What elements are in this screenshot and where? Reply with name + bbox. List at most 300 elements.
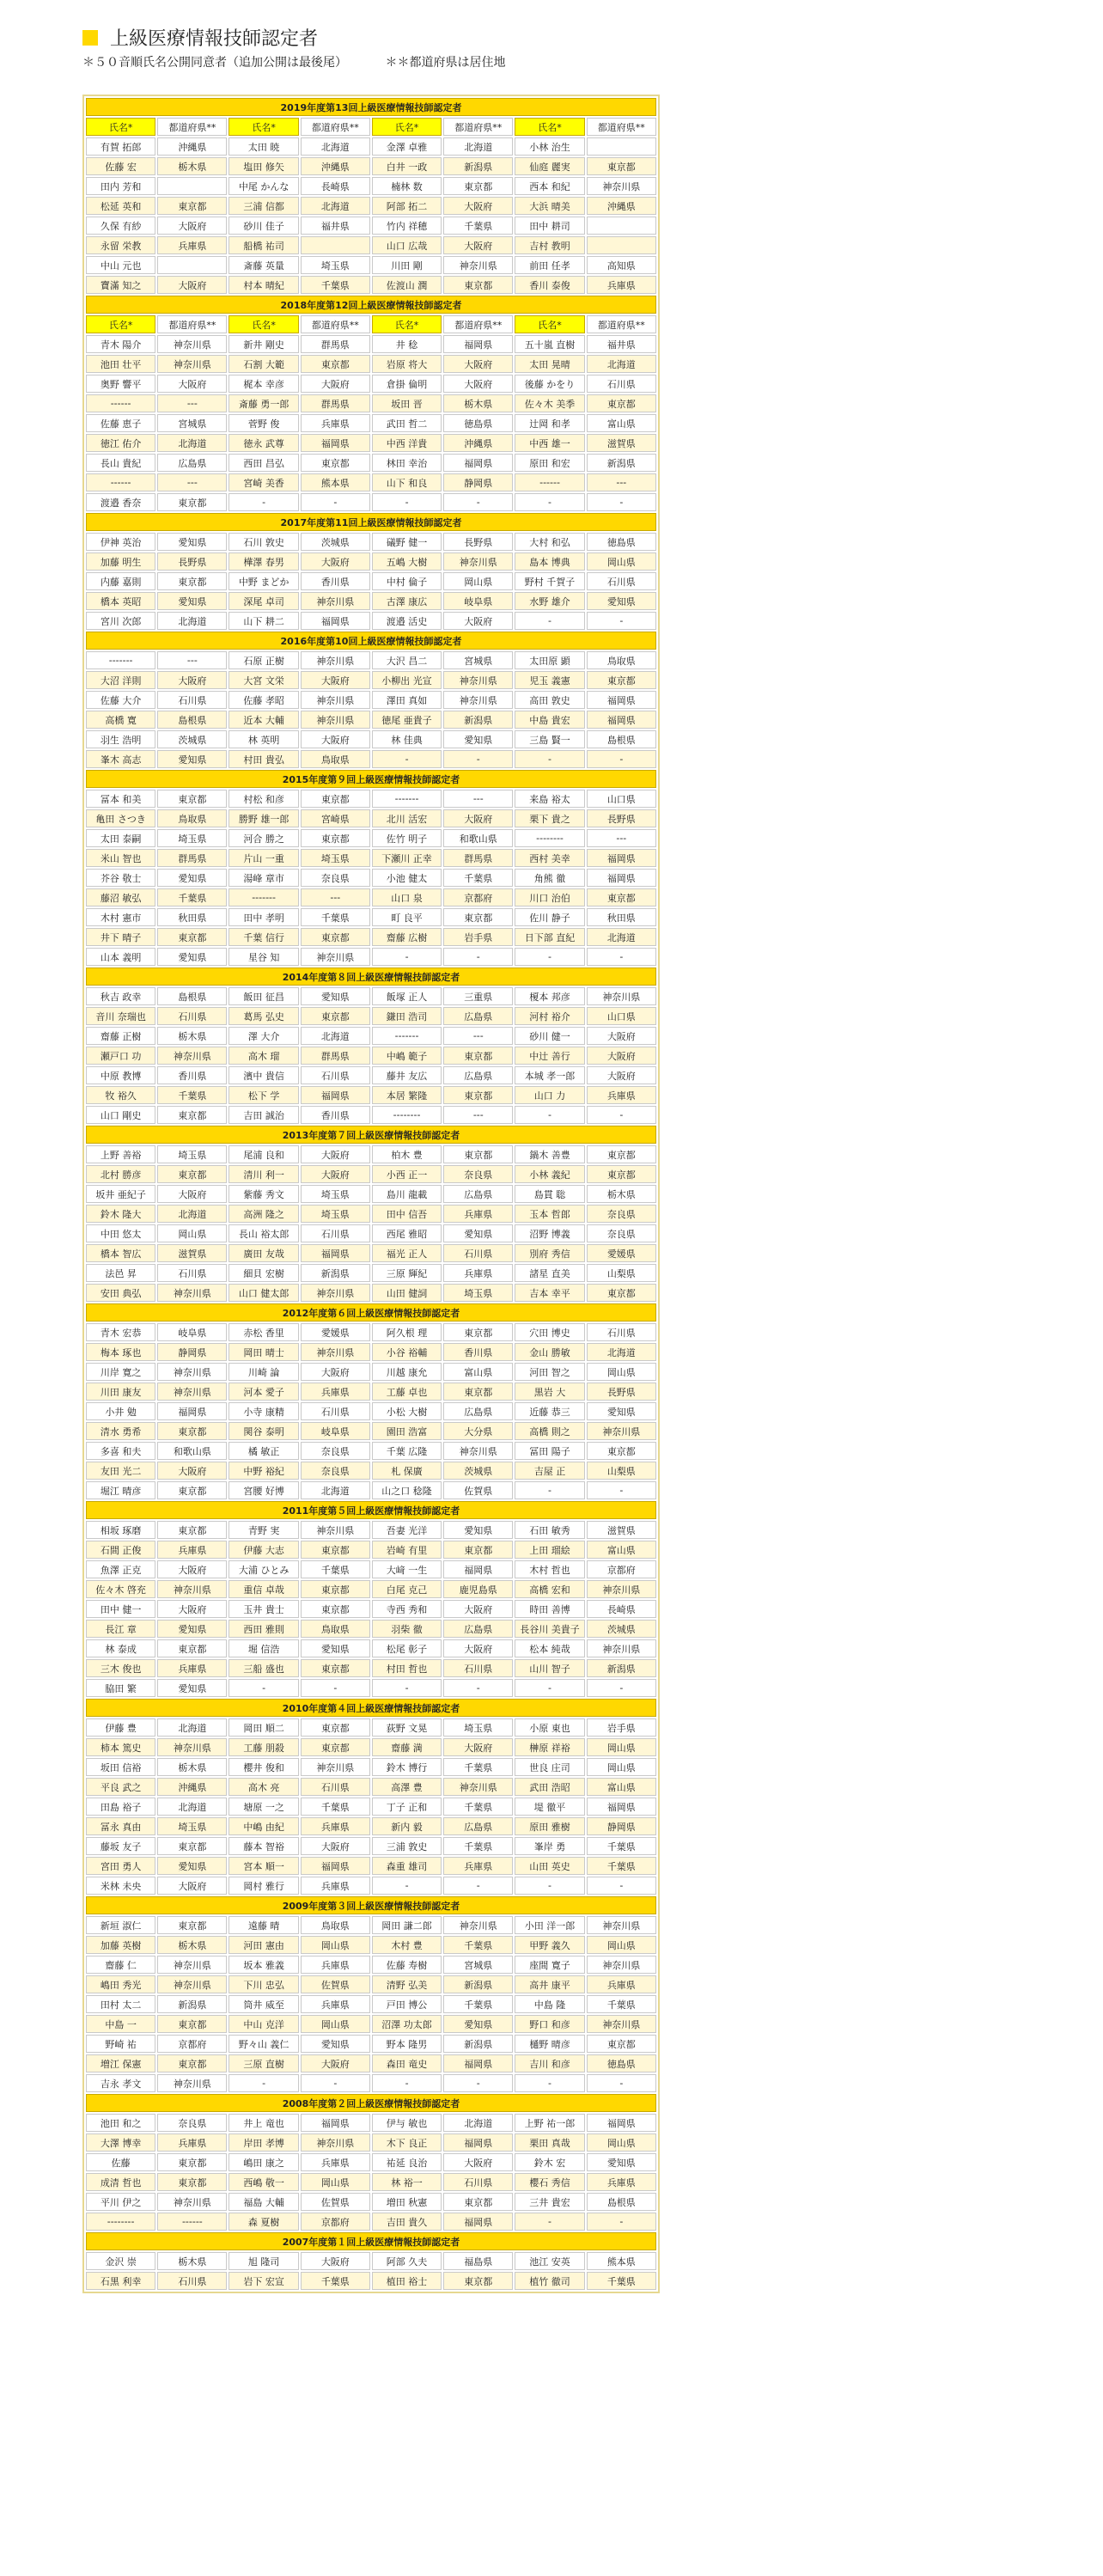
table-row (86, 1718, 656, 1737)
name-cell: 田島 裕子 (86, 1798, 155, 1816)
prefecture-cell: 福岡県 (587, 2114, 656, 2132)
name-cell: 筒井 威至 (229, 1995, 298, 2013)
name-cell: 児玉 義憲 (515, 671, 584, 689)
prefecture-cell: 長野県 (587, 809, 656, 827)
prefecture-cell: 兵庫県 (587, 2173, 656, 2191)
name-cell: 米林 未央 (86, 1877, 155, 1895)
table-row (86, 1363, 656, 1381)
prefecture-cell: 岐阜県 (301, 1422, 370, 1440)
prefecture-cell (587, 236, 656, 254)
prefecture-cell: 大阪府 (157, 375, 227, 393)
table-row (86, 671, 656, 689)
name-cell: 金山 勝敏 (515, 1343, 584, 1361)
name-cell: 黒岩 大 (515, 1383, 584, 1401)
prefecture-cell: 新潟県 (443, 1975, 513, 1993)
prefecture-cell: 千葉県 (301, 1560, 370, 1578)
table-row (86, 1541, 656, 1559)
name-cell: 長谷川 美貴子 (515, 1620, 584, 1638)
name-cell: 三井 貴宏 (515, 2193, 584, 2211)
prefecture-cell: 千葉県 (157, 888, 227, 906)
name-cell: 日下部 直紀 (515, 928, 584, 946)
name-cell: 吾妻 光洋 (372, 1521, 442, 1539)
prefecture-cell: 神奈川県 (157, 1363, 227, 1381)
prefecture-cell: 兵庫県 (301, 1956, 370, 1974)
prefecture-cell: 愛知県 (301, 1639, 370, 1657)
name-cell: 池江 安英 (515, 2252, 584, 2270)
section-header (86, 1303, 656, 1322)
name-cell: 高洲 隆之 (229, 1205, 298, 1223)
table-row (86, 849, 656, 867)
name-cell: 山下 和良 (372, 473, 442, 491)
name-cell: 岩崎 有里 (372, 1541, 442, 1559)
name-cell: 植竹 徹司 (515, 2272, 584, 2290)
name-cell: 伊与 敏也 (372, 2114, 442, 2132)
column-header-name: 氏名* (515, 315, 584, 333)
prefecture-cell: 群馬県 (301, 394, 370, 412)
name-cell: 鎌田 浩司 (372, 1007, 442, 1025)
prefecture-cell: 新潟県 (157, 1995, 227, 2013)
prefecture-cell: 兵庫県 (301, 2153, 370, 2171)
table-row (86, 691, 656, 709)
table-row (86, 1106, 656, 1124)
name-cell: 樋野 晴彦 (515, 2035, 584, 2053)
prefecture-cell: 兵庫県 (443, 1857, 513, 1875)
name-cell: 徳江 佑介 (86, 434, 155, 452)
prefecture-cell: 石川県 (443, 1244, 513, 1262)
prefecture-cell: 大阪府 (301, 1165, 370, 1183)
name-cell: 徳永 武尊 (229, 434, 298, 452)
prefecture-cell: 栃木県 (587, 1185, 656, 1203)
prefecture-cell: 徳島県 (587, 533, 656, 551)
name-cell: 木村 豊 (372, 1936, 442, 1954)
prefecture-cell: 群馬県 (301, 1047, 370, 1065)
name-cell: 太田 暁 (229, 137, 298, 156)
prefecture-cell: 大阪府 (301, 2054, 370, 2072)
name-cell: - (229, 493, 298, 511)
prefecture-cell: 北海道 (301, 197, 370, 215)
name-cell: 成清 哲也 (86, 2173, 155, 2191)
table-row (86, 493, 656, 511)
name-cell: - (372, 750, 442, 768)
certified-table (84, 96, 658, 2292)
prefecture-cell: 鹿児島県 (443, 1580, 513, 1598)
prefecture-cell: 東京都 (157, 1106, 227, 1124)
table-row (86, 1639, 656, 1657)
prefecture-cell: 埼玉県 (443, 1284, 513, 1302)
prefecture-cell: 香川県 (301, 572, 370, 590)
name-cell: 細貝 宏樹 (229, 1264, 298, 1282)
prefecture-cell: 愛知県 (443, 2015, 513, 2033)
prefecture-cell: 山梨県 (587, 1462, 656, 1480)
name-cell: 林 泰成 (86, 1639, 155, 1657)
name-cell: 岡田 晴士 (229, 1343, 298, 1361)
name-cell: 宮田 勇人 (86, 1857, 155, 1875)
prefecture-cell: 神奈川県 (587, 177, 656, 195)
prefecture-cell: 栃木県 (443, 394, 513, 412)
section-header (86, 968, 656, 986)
prefecture-cell: 千葉県 (157, 1086, 227, 1104)
prefecture-cell: 愛知県 (443, 1521, 513, 1539)
prefecture-cell: 大阪府 (443, 2153, 513, 2171)
section-title: 2011年度第５回上級医療情報技師認定者 (86, 1501, 656, 1519)
prefecture-cell: 京都府 (157, 2035, 227, 2053)
prefecture-cell: 宮崎県 (301, 809, 370, 827)
name-cell: 小林 治生 (515, 137, 584, 156)
prefecture-cell: 神奈川県 (157, 2074, 227, 2092)
name-cell: 林 裕一 (372, 2173, 442, 2191)
prefecture-cell: 兵庫県 (587, 276, 656, 294)
prefecture-cell: 愛知県 (301, 987, 370, 1005)
prefecture-cell: 京都府 (301, 2213, 370, 2231)
prefecture-cell: 北海道 (157, 434, 227, 452)
prefecture-cell: 石川県 (157, 691, 227, 709)
prefecture-cell: 神奈川県 (587, 987, 656, 1005)
section-header (86, 1896, 656, 1914)
section-title: 2018年度第12回上級医療情報技師認定者 (86, 296, 656, 314)
name-cell: 伊藤 大志 (229, 1541, 298, 1559)
prefecture-cell: 神奈川県 (443, 1442, 513, 1460)
name-cell: 石原 正樹 (229, 651, 298, 669)
prefecture-cell: 東京都 (301, 355, 370, 373)
prefecture-cell: 広島県 (443, 1185, 513, 1203)
table-row (86, 2213, 656, 2231)
name-cell: 中島 隆 (515, 1995, 584, 2013)
name-cell: 中嶋 範子 (372, 1047, 442, 1065)
prefecture-cell: 岡山県 (587, 552, 656, 571)
name-cell: 札 保廣 (372, 1462, 442, 1480)
table-row (86, 2114, 656, 2132)
table-row (86, 1422, 656, 1440)
prefecture-cell: 長野県 (157, 552, 227, 571)
column-header-prefecture: 都道府県** (301, 118, 370, 136)
name-cell: 藤井 友広 (372, 1066, 442, 1084)
prefecture-cell: 大阪府 (301, 1145, 370, 1163)
table-row (86, 1659, 656, 1677)
prefecture-cell: 東京都 (443, 2193, 513, 2211)
prefecture-cell: 埼玉県 (443, 1718, 513, 1737)
name-cell: 山口 健太郎 (229, 1284, 298, 1302)
prefecture-cell: 広島県 (443, 1817, 513, 1835)
name-cell: -------- (86, 2213, 155, 2231)
prefecture-cell: 北海道 (157, 612, 227, 630)
name-cell: 星谷 知 (229, 948, 298, 966)
name-cell: 佐々木 啓充 (86, 1580, 155, 1598)
prefecture-cell: --- (157, 473, 227, 491)
prefecture-cell: 栃木県 (157, 1027, 227, 1045)
prefecture-cell: 東京都 (157, 1837, 227, 1855)
name-cell: 山之口 稔隆 (372, 1481, 442, 1499)
name-cell: - (515, 2074, 584, 2092)
name-cell: 大浦 ひとみ (229, 1560, 298, 1578)
name-cell: 冨田 陽子 (515, 1442, 584, 1460)
prefecture-cell: 大阪府 (443, 809, 513, 827)
table-row (86, 375, 656, 393)
name-cell: 吉川 和彦 (515, 2054, 584, 2072)
name-cell: 来島 裕太 (515, 790, 584, 808)
table-row (86, 928, 656, 946)
prefecture-cell: 大阪府 (157, 217, 227, 235)
prefecture-cell: 島根県 (587, 730, 656, 748)
name-cell: 中辻 善行 (515, 1047, 584, 1065)
name-cell: 芥谷 敬士 (86, 869, 155, 887)
name-cell: 野村 千賀子 (515, 572, 584, 590)
prefecture-cell: 神奈川県 (157, 1383, 227, 1401)
prefecture-cell: 東京都 (157, 1481, 227, 1499)
prefecture-cell: 東京都 (587, 2035, 656, 2053)
name-cell: 戸田 博公 (372, 1995, 442, 2013)
prefecture-cell: 大阪府 (157, 1560, 227, 1578)
name-cell: 近本 大輔 (229, 711, 298, 729)
name-cell: 野口 和彦 (515, 2015, 584, 2033)
section-title: 2016年度第10回上級医療情報技師認定者 (86, 632, 656, 650)
name-cell: 音川 奈瑞也 (86, 1007, 155, 1025)
prefecture-cell: - (587, 612, 656, 630)
prefecture-cell: - (301, 1679, 370, 1697)
prefecture-cell: 東京都 (443, 1323, 513, 1341)
prefecture-cell: 愛知県 (443, 1224, 513, 1242)
name-cell: 吉本 幸平 (515, 1284, 584, 1302)
name-cell: 山口 力 (515, 1086, 584, 1104)
prefecture-cell: 神奈川県 (157, 335, 227, 353)
name-cell: 高橋 則之 (515, 1422, 584, 1440)
prefecture-cell: 東京都 (587, 888, 656, 906)
table-row (86, 1758, 656, 1776)
prefecture-cell: 東京都 (443, 2272, 513, 2290)
table-row (86, 2252, 656, 2270)
name-cell: 本居 繁隆 (372, 1086, 442, 1104)
section-title: 2007年度第１回上級医療情報技師認定者 (86, 2232, 656, 2250)
name-cell: 村本 晴紀 (229, 276, 298, 294)
prefecture-cell: 東京都 (301, 1738, 370, 1756)
prefecture-cell: 岡山県 (443, 572, 513, 590)
prefecture-cell: 東京都 (587, 157, 656, 175)
name-cell: 山口 泉 (372, 888, 442, 906)
name-cell: 湯峰 章市 (229, 869, 298, 887)
prefecture-cell: 東京都 (587, 671, 656, 689)
prefecture-cell: 新潟県 (443, 711, 513, 729)
section-title: 2015年度第９回上級医療情報技師認定者 (86, 770, 656, 788)
name-cell: 松尾 彰子 (372, 1639, 442, 1657)
prefecture-cell: 福岡県 (587, 1798, 656, 1816)
name-cell: ------ (86, 473, 155, 491)
prefecture-cell: 北海道 (157, 1798, 227, 1816)
prefecture-cell: 福岡県 (443, 454, 513, 472)
column-header-prefecture: 都道府県** (587, 118, 656, 136)
table-row (86, 1936, 656, 1954)
name-cell: -------- (515, 829, 584, 847)
column-header-name: 氏名* (515, 118, 584, 136)
table-row (86, 1975, 656, 1993)
name-cell: 楠林 数 (372, 177, 442, 195)
name-cell: 鈴木 博行 (372, 1758, 442, 1776)
prefecture-cell: 埼玉県 (157, 829, 227, 847)
prefecture-cell: 佐賀県 (301, 1975, 370, 1993)
name-cell: - (515, 493, 584, 511)
name-cell: 野崎 祐 (86, 2035, 155, 2053)
name-cell: 徳尾 亜貴子 (372, 711, 442, 729)
table-row (86, 236, 656, 254)
table-row (86, 1877, 656, 1895)
name-cell: 高木 瑠 (229, 1047, 298, 1065)
prefecture-cell: 石川県 (443, 1659, 513, 1677)
prefecture-cell: 和歌山県 (443, 829, 513, 847)
column-header-prefecture: 都道府県** (157, 315, 227, 333)
prefecture-cell: 鳥取県 (301, 1620, 370, 1638)
prefecture-cell: 福岡県 (443, 335, 513, 353)
name-cell: 大澤 博幸 (86, 2133, 155, 2152)
table-row (86, 1244, 656, 1262)
prefecture-cell: 石川県 (301, 1402, 370, 1420)
table-row (86, 1264, 656, 1282)
name-cell: 村田 哲也 (372, 1659, 442, 1677)
name-cell: 島貫 聡 (515, 1185, 584, 1203)
prefecture-cell: 神奈川県 (157, 1975, 227, 1993)
prefecture-cell: 千葉県 (443, 1837, 513, 1855)
name-cell: 櫻石 秀信 (515, 2173, 584, 2191)
prefecture-cell: - (587, 948, 656, 966)
prefecture-cell: 岡山県 (301, 2173, 370, 2191)
section-header (86, 2232, 656, 2250)
prefecture-cell: 石川県 (157, 1007, 227, 1025)
note-disclosure: ＊５０音順氏名公開同意者（追加公開は最後尾） (82, 56, 347, 70)
name-cell: 阿部 久夫 (372, 2252, 442, 2270)
name-cell: 岡田 謙二郎 (372, 1916, 442, 1934)
name-cell: 加藤 英樹 (86, 1936, 155, 1954)
prefecture-cell: 大阪府 (443, 355, 513, 373)
name-cell: 中嶋 由紀 (229, 1817, 298, 1835)
name-cell: 塘原 一之 (229, 1798, 298, 1816)
name-cell: 中野 まどか (229, 572, 298, 590)
prefecture-cell: 兵庫県 (587, 1975, 656, 1993)
name-cell: 冨永 真由 (86, 1817, 155, 1835)
name-cell: 岩原 将大 (372, 355, 442, 373)
name-cell: 永留 栄教 (86, 236, 155, 254)
table-row (86, 1798, 656, 1816)
prefecture-cell: 奈良県 (587, 1205, 656, 1223)
table-row (86, 1165, 656, 1183)
name-cell: 三原 輝紀 (372, 1264, 442, 1282)
name-cell: 小西 正一 (372, 1165, 442, 1183)
name-cell: 澤 大介 (229, 1027, 298, 1045)
page-title-text: 上級医療情報技師認定者 (110, 28, 319, 50)
name-cell: - (372, 2074, 442, 2092)
prefecture-cell: - (587, 2074, 656, 2092)
prefecture-cell: 茨城県 (587, 1620, 656, 1638)
name-cell: 田中 耕司 (515, 217, 584, 235)
table-row (86, 1224, 656, 1242)
name-cell: 大沢 昌二 (372, 651, 442, 669)
prefecture-cell: 東京都 (301, 1580, 370, 1598)
prefecture-cell: 兵庫県 (301, 1817, 370, 1835)
name-cell: 紫藤 秀文 (229, 1185, 298, 1203)
name-cell: 河田 憲由 (229, 1936, 298, 1954)
prefecture-cell: 群馬県 (157, 849, 227, 867)
prefecture-cell: 広島県 (157, 454, 227, 472)
name-cell: 中島 貴宏 (515, 711, 584, 729)
prefecture-cell: 福井県 (587, 335, 656, 353)
prefecture-cell: 大阪府 (301, 671, 370, 689)
prefecture-cell: 山梨県 (587, 1264, 656, 1282)
prefecture-cell: 福岡県 (301, 1857, 370, 1875)
name-cell: 長山 貴紀 (86, 454, 155, 472)
prefecture-cell: 東京都 (157, 493, 227, 511)
name-cell: 世良 庄司 (515, 1758, 584, 1776)
name-cell: - (515, 1877, 584, 1895)
table-row (86, 552, 656, 571)
prefecture-cell: 京都府 (587, 1560, 656, 1578)
prefecture-cell: 福岡県 (301, 1244, 370, 1262)
prefecture-cell: 群馬県 (443, 849, 513, 867)
prefecture-cell: 大阪府 (301, 375, 370, 393)
prefecture-cell: 秋田県 (587, 908, 656, 926)
prefecture-cell: 兵庫県 (443, 1264, 513, 1282)
name-cell: 大浜 晴美 (515, 197, 584, 215)
prefecture-cell: - (587, 1877, 656, 1895)
name-cell: 西嶋 敬一 (229, 2173, 298, 2191)
prefecture-cell: 大阪府 (587, 1066, 656, 1084)
name-cell: 山川 智子 (515, 1659, 584, 1677)
name-cell: ------ (515, 473, 584, 491)
name-cell: 秋吉 政幸 (86, 987, 155, 1005)
name-cell: 峯木 高志 (86, 750, 155, 768)
name-cell: 旭 隆司 (229, 2252, 298, 2270)
name-cell: 林田 幸治 (372, 454, 442, 472)
name-cell: 井 稔 (372, 335, 442, 353)
table-row (86, 1817, 656, 1835)
prefecture-cell: 福岡県 (443, 2054, 513, 2072)
name-cell: 金沢 崇 (86, 2252, 155, 2270)
table-row (86, 1462, 656, 1480)
name-cell: 甲野 義久 (515, 1936, 584, 1954)
prefecture-cell: 北海道 (157, 1205, 227, 1223)
name-cell: 魚澤 正克 (86, 1560, 155, 1578)
prefecture-cell: --- (157, 394, 227, 412)
name-cell: 三原 直樹 (229, 2054, 298, 2072)
prefecture-cell: - (443, 948, 513, 966)
name-cell: 飯田 征昌 (229, 987, 298, 1005)
prefecture-cell: 奈良県 (301, 1442, 370, 1460)
prefecture-cell: 高知県 (587, 256, 656, 274)
prefecture-cell: 群馬県 (301, 335, 370, 353)
name-cell: 川口 治伯 (515, 888, 584, 906)
name-cell: 中村 倫子 (372, 572, 442, 590)
table-row (86, 1145, 656, 1163)
prefecture-cell: 神奈川県 (443, 691, 513, 709)
name-cell: 藤坂 友子 (86, 1837, 155, 1855)
name-cell: 清川 利一 (229, 1165, 298, 1183)
table-row (86, 1205, 656, 1223)
name-cell: 別府 秀信 (515, 1244, 584, 1262)
prefecture-cell: 北海道 (443, 2114, 513, 2132)
prefecture-cell: 京都府 (443, 888, 513, 906)
name-cell: 村松 和彦 (229, 790, 298, 808)
name-cell: 法邑 昇 (86, 1264, 155, 1282)
table-row (86, 2074, 656, 2092)
prefecture-cell: 大阪府 (443, 375, 513, 393)
prefecture-cell: 沖縄県 (443, 434, 513, 452)
name-cell: 中山 克洋 (229, 2015, 298, 2033)
name-cell: 河田 智之 (515, 1363, 584, 1381)
prefecture-cell: 愛知県 (157, 948, 227, 966)
name-cell: 近藤 恭三 (515, 1402, 584, 1420)
name-cell: 上野 祐一郎 (515, 2114, 584, 2132)
prefecture-cell: 大阪府 (443, 236, 513, 254)
name-cell: 齋藤 満 (372, 1738, 442, 1756)
name-cell: 西本 和紀 (515, 177, 584, 195)
name-cell: 柏木 豊 (372, 1145, 442, 1163)
name-cell: 石間 正俊 (86, 1541, 155, 1559)
prefecture-cell: - (443, 750, 513, 768)
